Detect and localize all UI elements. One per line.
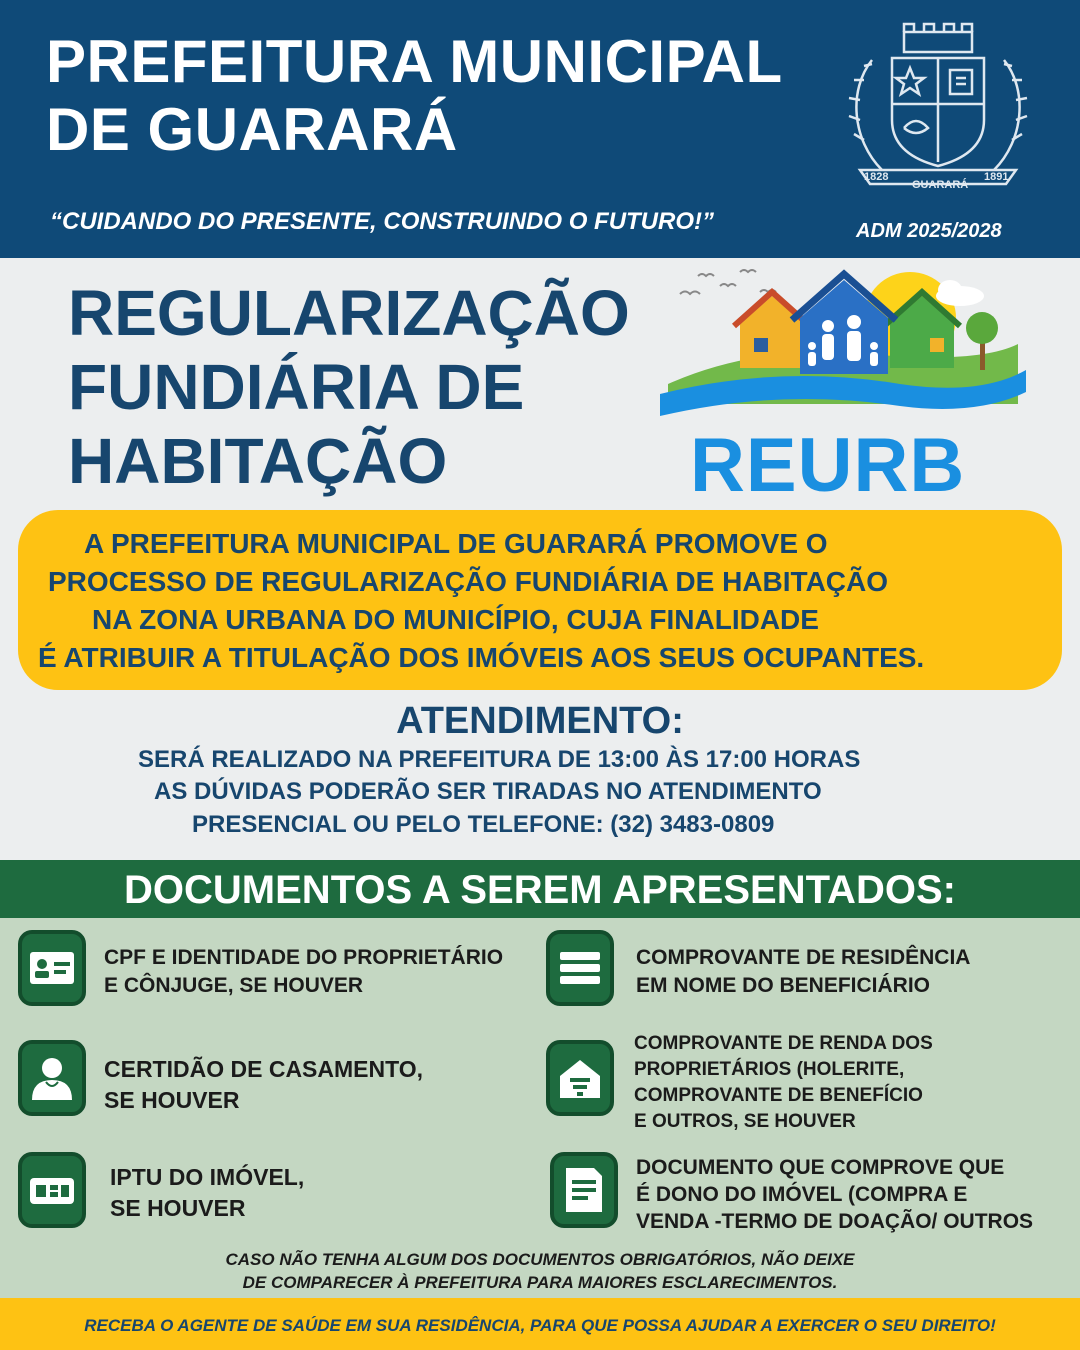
crest-year-left: 1828: [864, 171, 889, 183]
reurb-illustration: [660, 264, 1026, 420]
program-title: [68, 276, 630, 498]
coat-of-arms-icon: [842, 20, 1034, 198]
document-item-6: DOCUMENTO QUE COMPROVE QUE É DONO DO IMÓVEL (COMPRA E VENDA -TERMO DE DOAÇÃO/ OUTROS: [636, 1156, 1034, 1233]
title-line-1: PREFEITURA MUNICIPAL: [46, 28, 783, 95]
lines-icon: [546, 930, 614, 1006]
document-item-4: COMPROVANTE DE RENDA DOS PROPRIETÁRIOS (HOLERITE, COMPROVANTE DE BENEFÍCIO E OUTROS, SE HOUVER: [634, 1033, 933, 1132]
document-item-5: IPTU DO IMÓVEL, SE HOUVER: [110, 1164, 305, 1221]
document-item-3: CERTIDÃO DE CASAMENTO, SE HOUVER: [104, 1056, 424, 1113]
administration-period: ADM 2025/2028: [856, 220, 1002, 242]
birds-icon: [680, 270, 776, 294]
documents-note-line-2: DE COMPARECER À PREFEITURA PARA MAIORES ESCLARECIMENTOS.: [242, 1273, 838, 1292]
document-icon: [550, 1152, 618, 1228]
municipality-title: [46, 28, 783, 164]
info-line-2: PROCESSO DE REGULARIZAÇÃO FUNDIÁRIA DE HABITAÇÃO: [48, 566, 889, 597]
crest-year-right: 1891: [984, 171, 1009, 183]
document-item-1: CPF E IDENTIDADE DO PROPRIETÁRIO E CÔNJUGE, SE HOUVER: [104, 946, 504, 997]
card-icon: [18, 1152, 86, 1228]
documents-title: DOCUMENTOS A SEREM APRESENTADOS:: [124, 868, 956, 912]
info-line-1: A PREFEITURA MUNICIPAL DE GUARARÁ PROMOVE O: [84, 528, 828, 559]
info-line-3: NA ZONA URBANA DO MUNICÍPIO, CUJA FINALIDADE: [92, 604, 819, 635]
footer-message: RECEBA O AGENTE DE SAÚDE EM SUA RESIDÊNCIA, PARA QUE POSSA AJUDAR A EXERCER O SEU DIREITO!: [84, 1316, 996, 1335]
program-title-line-2: FUNDIÁRIA DE: [68, 351, 525, 423]
crest-name: GUARARÁ: [912, 179, 969, 191]
house-icon: [546, 1040, 614, 1116]
document-item-2: COMPROVANTE DE RESIDÊNCIA EM NOME DO BENEFICIÁRIO: [636, 946, 971, 997]
title-line-2: DE GUARARÁ: [46, 96, 458, 163]
program-title-line-3: HABITAÇÃO: [68, 425, 448, 497]
tree-icon: [966, 312, 998, 344]
program-title-line-1: REGULARIZAÇÃO: [68, 277, 630, 349]
person-icon: [18, 1040, 86, 1116]
reurb-logo-text: REURB: [690, 423, 966, 508]
attendance-title: ATENDIMENTO:: [396, 700, 684, 742]
documents-note-line-1: CASO NÃO TENHA ALGUM DOS DOCUMENTOS OBRIGATÓRIOS, NÃO DEIXE: [225, 1250, 855, 1269]
attendance-line-1: SERÁ REALIZADO NA PREFEITURA DE 13:00 ÀS 17:00 HORAS: [138, 746, 861, 773]
id-card-icon: [18, 930, 86, 1006]
slogan: “CUIDANDO DO PRESENTE, CONSTRUINDO O FUTURO!”: [50, 208, 715, 235]
attendance-line-2: AS DÚVIDAS PODERÃO SER TIRADAS NO ATENDIMENTO: [154, 778, 822, 805]
attendance-phone-line: PRESENCIAL OU PELO TELEFONE: (32) 3483-0809: [192, 811, 775, 838]
info-line-4: É ATRIBUIR A TITULAÇÃO DOS IMÓVEIS AOS SEUS OCUPANTES.: [38, 642, 925, 673]
